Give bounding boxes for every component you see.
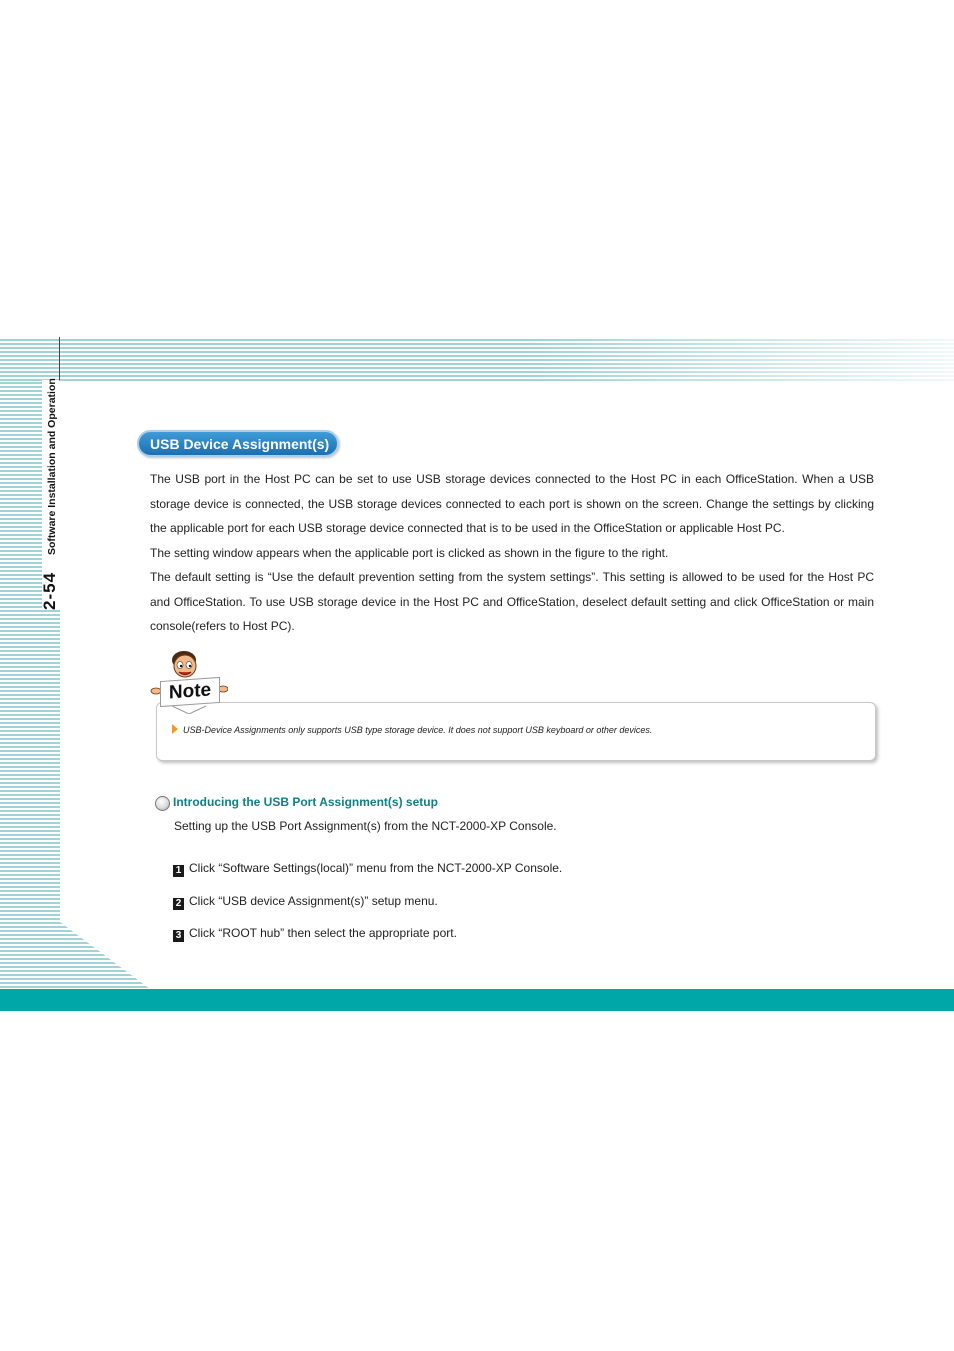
footer-bar (0, 989, 954, 1011)
subsection-title: Introducing the USB Port Assignment(s) setup (173, 795, 438, 809)
paragraph: The USB port in the Host PC can be set to use USB storage devices connected to the Host PC in each OfficeStation. When a USB storage device is connected, the USB storage devices connected to each port is shown on the screen. Change the settings by clicking the applicable port for each USB storage device connected that is to be used in the OfficeStation or applicable Host PC. (150, 472, 874, 535)
chapter-label: Software Installation and Operation (46, 378, 58, 555)
note-text (172, 724, 652, 735)
step-item (173, 926, 457, 942)
step-number: 2 (173, 898, 184, 910)
step-item (173, 861, 562, 877)
note-label: Note (160, 677, 220, 707)
step-number: 3 (173, 930, 184, 942)
note-message: USB-Device Assignments only supports USB type storage device. It does not support USB keyboard or other devices. (183, 725, 653, 735)
page-number: 2-54 (40, 571, 59, 610)
subsection-description: Setting up the USB Port Assignment(s) from the NCT-2000-XP Console. (174, 819, 557, 833)
arrow-right-icon (172, 724, 178, 734)
section-title: USB Device Assignment(s) (137, 430, 339, 457)
step-text: Click “ROOT hub” then select the appropriate port. (189, 926, 457, 940)
step-text: Click “USB device Assignment(s)” setup menu. (189, 894, 438, 908)
step-item (173, 894, 438, 910)
step-number: 1 (173, 865, 184, 877)
bullet-circle-icon (155, 796, 170, 811)
step-text: Click “Software Settings(local)” menu from the NCT-2000-XP Console. (189, 861, 563, 875)
paragraph: The setting window appears when the applicable port is clicked as shown in the figure to the right. (150, 545, 669, 560)
section-body (150, 467, 874, 639)
sidebar-stripes (0, 382, 150, 989)
paragraph: The default setting is “Use the default prevention setting from the system settings”. This setting is allowed to be used for the Host PC and OfficeStation. To use USB storage device in the Host PC and OfficeStation, deselect default setting and click OfficeStation or main console(refers to Host PC). (150, 570, 874, 633)
header-stripes (0, 339, 954, 382)
